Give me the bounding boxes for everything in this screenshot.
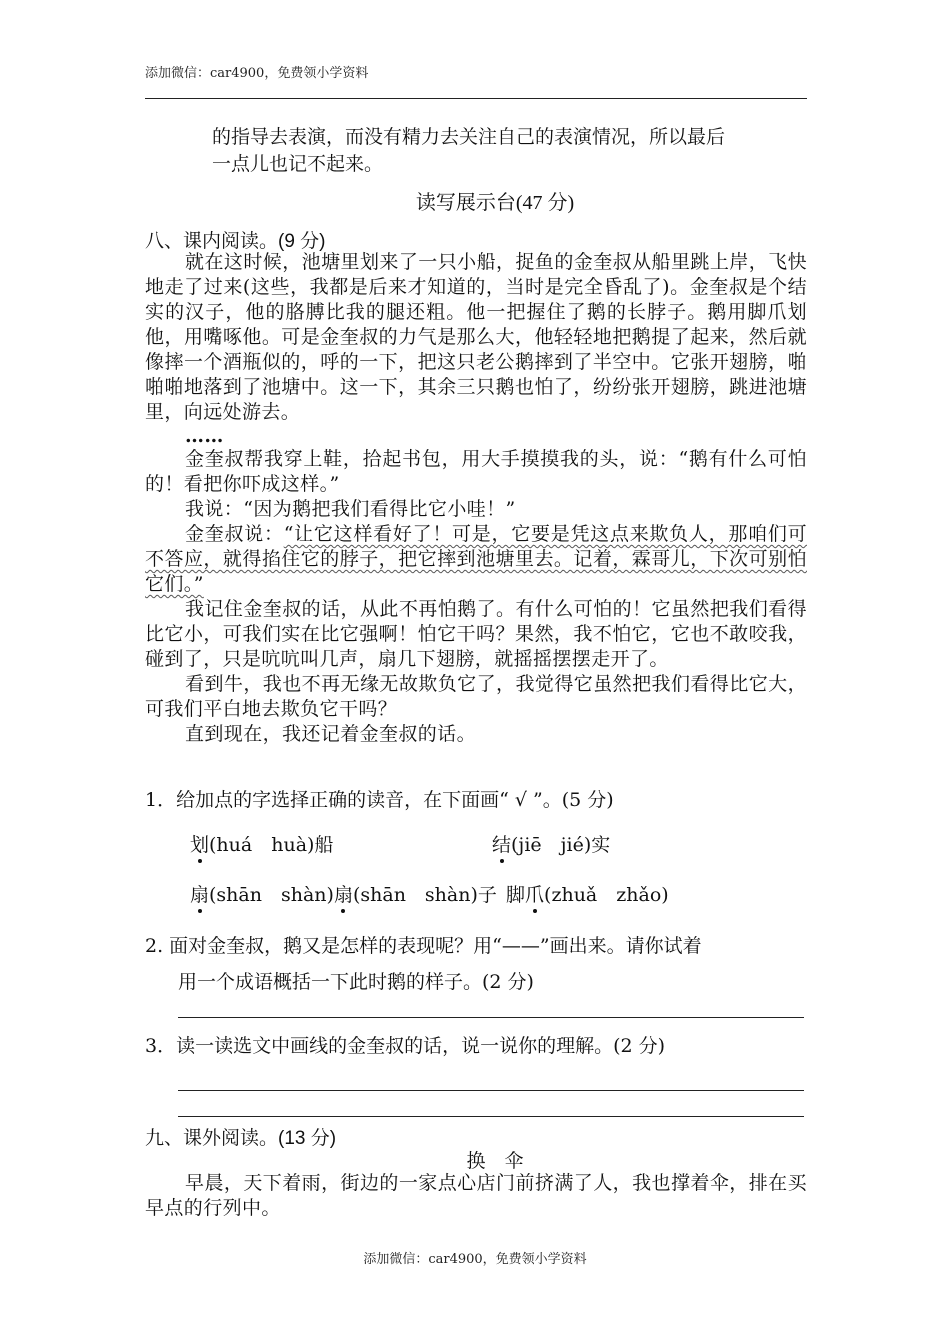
section-title: 读写展示台(47 分) xyxy=(415,192,575,214)
q1-item-3-options[interactable]: (shān shàn) xyxy=(209,884,334,906)
q1-item-5-options[interactable]: (zhuǎ zhǎo) xyxy=(544,884,669,906)
sec8-title: 八、课内阅读。(9 分) xyxy=(145,231,326,252)
passage-paragraph-4 xyxy=(145,522,807,597)
q1-item-5-prefix: 脚 xyxy=(506,884,526,906)
prev-text-line-1: 的指导去表演，而没有精力去关注自己的表演情况，所以最后 xyxy=(212,126,726,148)
passage-paragraph-2: 金奎叔帮我穿上鞋，拾起书包，用大手摸摸我的头，说：“鹅有什么可怕的！看把你吓成这样。” xyxy=(145,448,807,495)
q1-item-2 xyxy=(492,832,610,858)
q1-item-5-char: 爪 xyxy=(525,884,545,906)
underlined-quote: “让它这样看好了！可是，它要是凭这点来欺负人，那咱们可不答应，就得掐住它的脖子，把它摔到池塘里去。记着，霖哥儿，下次可别怕它们。” xyxy=(145,523,807,595)
passage-paragraph-7: 直到现在，我还记着金奎叔的话。 xyxy=(185,723,477,745)
header-rule xyxy=(145,98,807,99)
question-3: 3．读一读选文中画线的金奎叔的话，说一说你的理解。(2 分) xyxy=(145,1035,666,1057)
q1-item-3 xyxy=(190,882,497,908)
question-1: 1．给加点的字选择正确的读音，在下面画“ √ ”。(5 分) xyxy=(145,789,614,811)
q1-item-2-char: 结 xyxy=(492,834,512,856)
sec9-passage xyxy=(145,1171,807,1221)
story-title: 换 伞 xyxy=(466,1150,524,1172)
q1-item-3-char: 扇 xyxy=(190,884,210,906)
passage-paragraph-1: 就在这时候，池塘里划来了一只小船，捉鱼的金奎叔从船里跳上岸，飞快地走了过来(这些，我都是后来才知道的，当时是完全昏乱了)。金奎叔是个结实的汉子，他的胳膊比我的腿还粗。他一把握住了鹅的长脖子。鹅用脚爪划他，用嘴啄他。可是金奎叔的力气是那么大，他轻轻地把鹅提了起来，然后就像摔一个酒瓶似的，呼的一下，把这只老公鹅摔到了半空中。它张开翅膀，啪啪啪地落到了池塘中。这一下，其余三只鹅也怕了，纷纷张开翅膀，跳进池塘里，向远处游去。 xyxy=(145,251,807,423)
question-2-line-2: 用一个成语概括一下此时鹅的样子。(2 分) xyxy=(178,971,534,993)
passage-paragraph-6: 看到牛，我也不再无缘无故欺负它了，我觉得它虽然把我们看得比它大，可我们平白地去欺负它干吗？ xyxy=(145,673,807,720)
footer-note: 添加微信：car4900，免费领小学资料 xyxy=(363,1252,587,1267)
q1-item-2-options[interactable]: (jiē jié)实 xyxy=(511,834,611,856)
answer-line-q3-1[interactable] xyxy=(178,1090,804,1091)
prev-text-line-2: 一点儿也记不起来。 xyxy=(212,153,384,175)
q1-item-5 xyxy=(506,882,669,908)
q1-item-1-char: 划 xyxy=(190,834,210,856)
q1-item-1 xyxy=(190,832,333,858)
passage-paragraph-3: 我说：“因为鹅把我们看得比它小哇！” xyxy=(185,498,516,520)
answer-line-q2[interactable] xyxy=(178,1017,804,1018)
answer-line-q3-2[interactable] xyxy=(178,1116,804,1117)
sec9-paragraph-1: 早晨，天下着雨，街边的一家点心店门前挤满了人，我也撑着伞，排在买早点的行列中。 xyxy=(145,1172,807,1219)
q1-item-4-char: 扇 xyxy=(333,884,353,906)
sec8-passage xyxy=(145,250,807,747)
passage-paragraph-5: 我记住金奎叔的话，从此不再怕鹅了。有什么可怕的！它虽然把我们看得比它小，可我们实在比它强啊！怕它干吗？果然，我不怕它，它也不敢咬我，碰到了，只是吭吭叫几声，扇几下翅膀，就摇摇摆摆走开了。 xyxy=(145,598,807,670)
passage-paragraph-4-prefix: 金奎叔说： xyxy=(185,523,284,545)
header-note: 添加微信：car4900，免费领小学资料 xyxy=(145,66,369,81)
sec9-title: 九、课外阅读。(13 分) xyxy=(145,1128,337,1149)
q1-item-1-options[interactable]: (huá huà)船 xyxy=(209,834,334,856)
q1-item-4-options[interactable]: (shān shàn)子 xyxy=(352,884,497,906)
question-2-line-1: 2. 面对金奎叔，鹅又是怎样的表现呢？用“——”画出来。请你试着 xyxy=(145,935,702,957)
passage-ellipsis: …… xyxy=(185,425,224,447)
